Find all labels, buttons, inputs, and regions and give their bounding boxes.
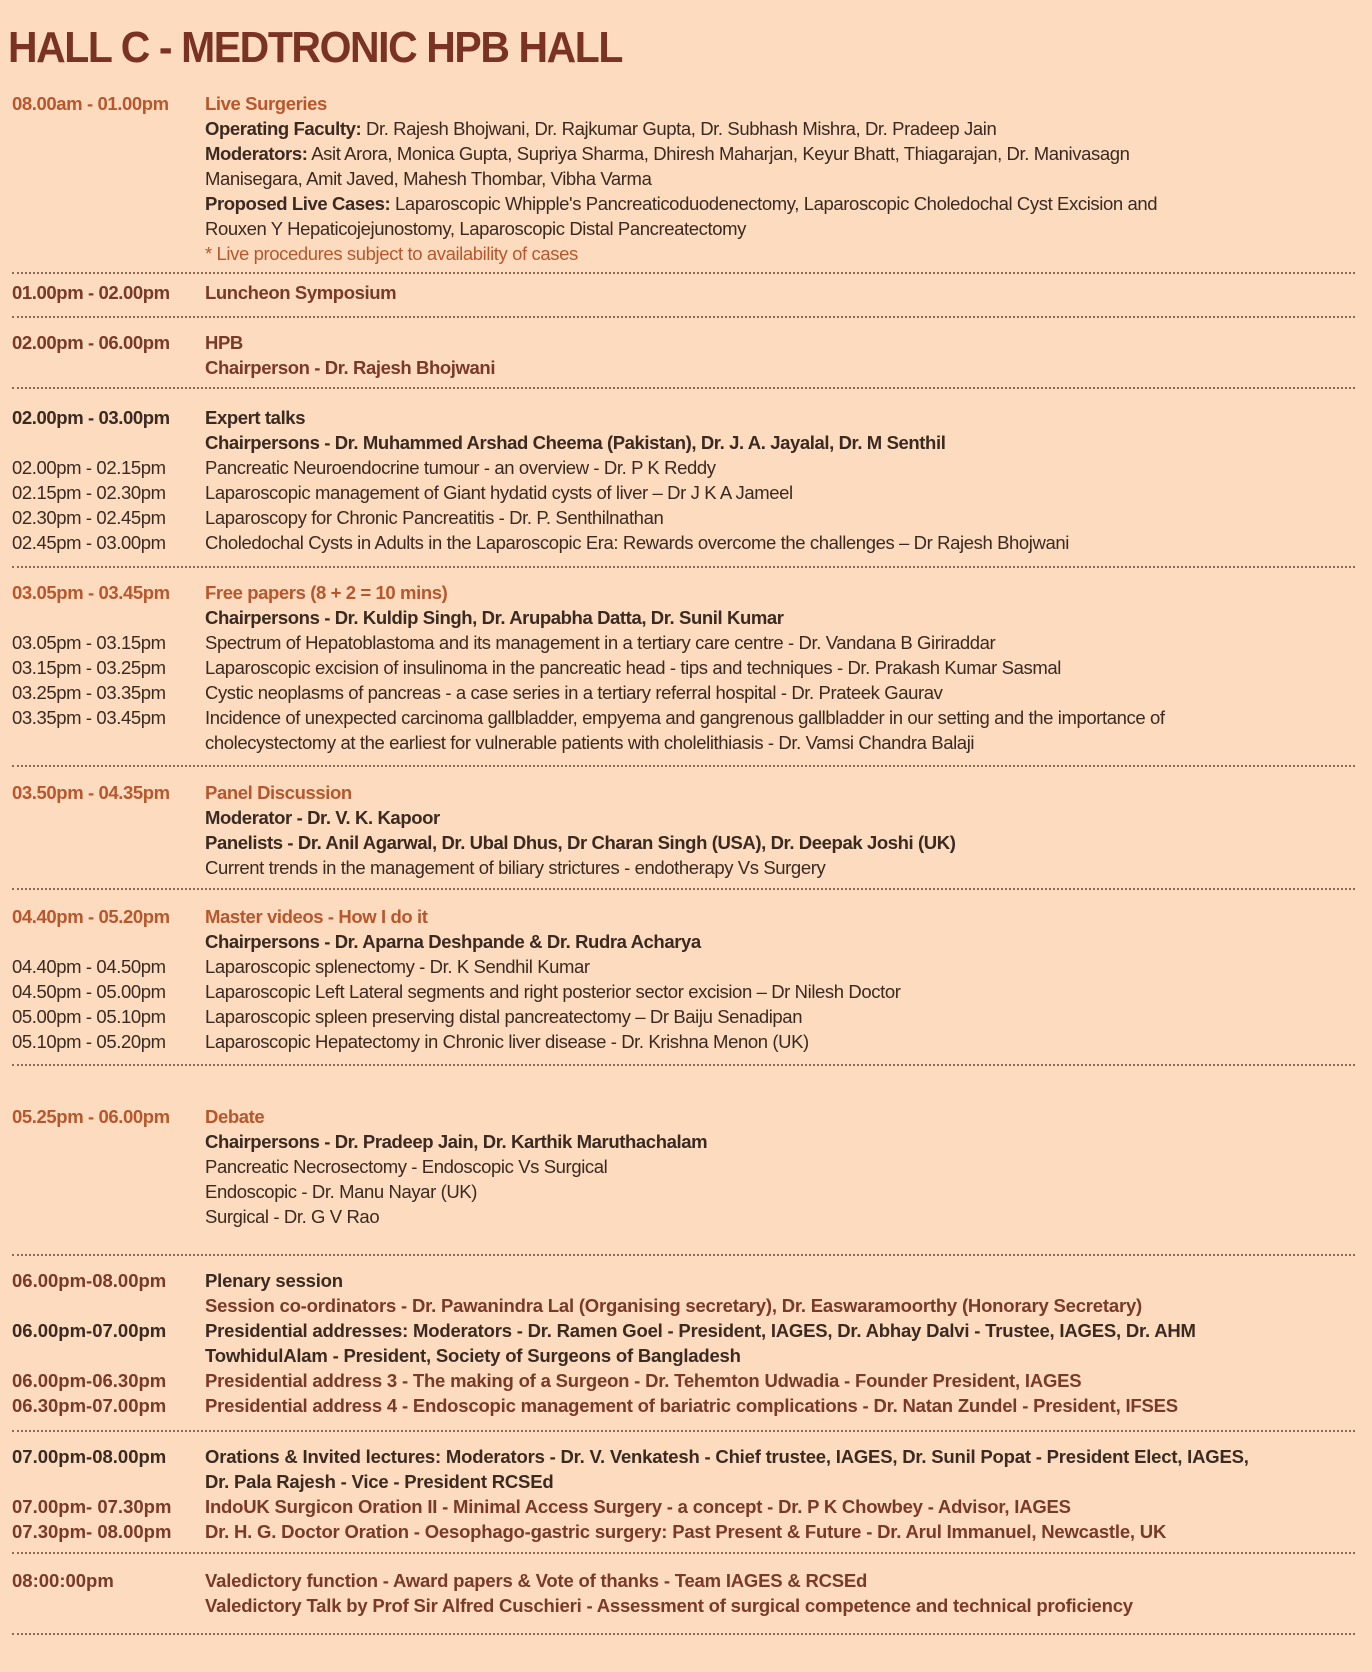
session-hpb bbox=[0, 330, 1372, 380]
chairpersons: Chairpersons - Dr. Muhammed Arshad Cheema (Pakistan), Dr. J. A. Jayalal, Dr. M Senthil bbox=[205, 432, 946, 453]
talk-title: Laparoscopic splenectomy - Dr. K Sendhil Kumar bbox=[205, 956, 590, 977]
talk-row bbox=[0, 680, 1372, 705]
session-heading: HPB bbox=[205, 332, 243, 353]
talk-row bbox=[0, 705, 1372, 730]
session-heading: Master videos - How I do it bbox=[205, 906, 428, 927]
debate-endoscopic: Endoscopic - Dr. Manu Nayar (UK) bbox=[205, 1181, 477, 1202]
orations-moderators: Orations & Invited lectures: Moderators - Dr. V. Venkatesh - Chief trustee, IAGES, Dr. Sunil Popat - President Elect, IAGES, bbox=[205, 1446, 1249, 1467]
talk-time: 03.35pm - 03.45pm bbox=[12, 707, 166, 728]
faculty-line bbox=[0, 116, 1372, 141]
talk-title: Laparoscopic excision of insulinoma in the pancreatic head - tips and techniques - Dr. Prakash Kumar Sasmal bbox=[205, 657, 1061, 678]
coordinators: Session co-ordinators - Dr. Pawanindra Lal (Organising secretary), Dr. Easwaramoorthy (Honorary Secretary) bbox=[205, 1295, 1142, 1316]
session-time: 01.00pm - 02.00pm bbox=[12, 282, 170, 303]
divider bbox=[12, 272, 1355, 274]
talk-time: 03.25pm - 03.35pm bbox=[12, 682, 166, 703]
debate-surgical: Surgical - Dr. G V Rao bbox=[205, 1206, 380, 1227]
session-time: 03.05pm - 03.45pm bbox=[12, 582, 170, 603]
session-time: 08.00am - 01.00pm bbox=[12, 93, 169, 114]
talk-time: 02.15pm - 02.30pm bbox=[12, 482, 166, 503]
session-valedictory bbox=[0, 1568, 1372, 1618]
talk-title: Laparoscopy for Chronic Pancreatitis - Dr. P. Senthilnathan bbox=[205, 507, 664, 528]
session-plenary: 06.00pm-08.00pm Plenary session Session co-ordinators - Dr. Pawanindra Lal (Organising secretary), Dr. Easwaramoorthy (Honorary Secretary) 06.00pm-07.00pm Presidential addresses: Moderators - Dr. Ramen Goel - President, IAGES, Dr. Abhay Dalvi - Trustee, IAGES, Dr. AHM TowhidulAlam - President, Society of Surgeons of Bangladesh 06.00pm-06.30pm Presidential address 3 - The making of a Surgeon - Dr. Tehemton Udwadia - Founder President, IAGES 06.30pm-07.00pm Presidential address 4 - Endoscopic management of bariatric complications - Dr. Natan Zundel - President, IFSES bbox=[12, 1270, 1196, 1416]
hall-title: HALL C - MEDTRONIC HPB HALL bbox=[8, 23, 622, 72]
talk-row bbox=[0, 979, 1372, 1004]
oration-time: 07.30pm- 08.00pm bbox=[12, 1521, 172, 1542]
talk-title: Laparoscopic management of Giant hydatid cysts of liver – Dr J K A Jameel bbox=[205, 482, 793, 503]
session-time: 07.00pm-08.00pm bbox=[12, 1446, 167, 1467]
oration-hg-doctor: Dr. H. G. Doctor Oration - Oesophago-gastric surgery: Past Present & Future - Dr. Arul Immanuel, Newcastle, UK bbox=[205, 1521, 1167, 1542]
talk-row bbox=[0, 630, 1372, 655]
divider bbox=[12, 888, 1355, 890]
address-time: 06.00pm-06.30pm bbox=[12, 1370, 167, 1391]
moderators-names: Asit Arora, Monica Gupta, Supriya Sharma, Dhiresh Maharjan, Keyur Bhatt, Thiagarajan, Dr. Manivasagn bbox=[307, 143, 1130, 164]
session-panel-discussion bbox=[0, 780, 1372, 880]
talk-time: 05.10pm - 05.20pm bbox=[12, 1031, 166, 1052]
talk-title: Incidence of unexpected carcinoma gallbladder, empyema and gangrenous gallbladder in our setting and the importance of bbox=[205, 707, 1165, 728]
talk-row bbox=[0, 480, 1372, 505]
cases-list: Laparoscopic Whipple's Pancreaticoduodenectomy, Laparoscopic Choledochal Cyst Excision and bbox=[390, 193, 1158, 214]
chairpersons: Chairpersons - Dr. Pradeep Jain, Dr. Karthik Maruthachalam bbox=[205, 1131, 708, 1152]
talk-row bbox=[0, 1029, 1372, 1054]
moderator: Moderator - Dr. V. K. Kapoor bbox=[205, 807, 440, 828]
divider bbox=[12, 566, 1355, 568]
talk-time: 05.00pm - 05.10pm bbox=[12, 1006, 166, 1027]
talk-time: 02.30pm - 02.45pm bbox=[12, 507, 166, 528]
session-debate bbox=[0, 1104, 1372, 1229]
faculty-label: Operating Faculty: bbox=[205, 118, 362, 139]
divider bbox=[12, 387, 1355, 389]
talk-time: 02.00pm - 02.15pm bbox=[12, 457, 166, 478]
session-time: 05.25pm - 06.00pm bbox=[12, 1106, 170, 1127]
presidential-time: 06.00pm-07.00pm bbox=[12, 1320, 167, 1341]
moderators-line-2: Manisegara, Amit Javed, Mahesh Thombar, Vibha Varma bbox=[205, 168, 652, 189]
faculty-names: Dr. Rajesh Bhojwani, Dr. Rajkumar Gupta, Dr. Subhash Mishra, Dr. Pradeep Jain bbox=[361, 118, 997, 139]
address-time: 06.30pm-07.00pm bbox=[12, 1395, 167, 1416]
divider bbox=[12, 1552, 1355, 1554]
talk-row bbox=[0, 954, 1372, 979]
talk-title: Laparoscopic Left Lateral segments and right posterior sector excision – Dr Nilesh Doctor bbox=[205, 981, 901, 1002]
session-heading: Debate bbox=[205, 1106, 265, 1127]
talk-title: Laparoscopic spleen preserving distal pancreatectomy – Dr Baiju Senadipan bbox=[205, 1006, 803, 1027]
talk-title: Spectrum of Hepatoblastoma and its management in a tertiary care centre - Dr. Vandana B Giriraddar bbox=[205, 632, 996, 653]
divider bbox=[12, 316, 1355, 318]
panel-topic: Current trends in the management of biliary strictures - endotherapy Vs Surgery bbox=[205, 857, 826, 878]
talk-title: Laparoscopic Hepatectomy in Chronic liver disease - Dr. Krishna Menon (UK) bbox=[205, 1031, 809, 1052]
talk-row bbox=[0, 455, 1372, 480]
cases-label: Proposed Live Cases: bbox=[205, 193, 391, 214]
session-header bbox=[0, 91, 1372, 116]
oration-time: 07.00pm- 07.30pm bbox=[12, 1496, 172, 1517]
moderators-label: Moderators: bbox=[205, 143, 308, 164]
session-time: 02.00pm - 06.00pm bbox=[12, 332, 170, 353]
talk-row bbox=[0, 530, 1372, 555]
chairperson: Chairperson - Dr. Rajesh Bhojwani bbox=[205, 357, 496, 378]
session-expert-talks bbox=[0, 405, 1372, 555]
talk-time: 03.05pm - 03.15pm bbox=[12, 632, 166, 653]
moderators-line bbox=[0, 141, 1372, 166]
talk-title: Choledochal Cysts in Adults in the Laparoscopic Era: Rewards overcome the challenges – Dr Rajesh Bhojwani bbox=[205, 532, 1069, 553]
talk-time: 03.15pm - 03.25pm bbox=[12, 657, 166, 678]
session-heading: Plenary session bbox=[205, 1270, 343, 1291]
talk-row bbox=[0, 655, 1372, 680]
session-time: 02.00pm - 03.00pm bbox=[12, 407, 170, 428]
session-orations: 07.00pm-08.00pm Orations & Invited lectures: Moderators - Dr. V. Venkatesh - Chief trustee, IAGES, Dr. Sunil Popat - President Elect, IAGES, Dr. Pala Rajesh - Vice - President RCSEd 07.00pm- 07.30pm IndoUK Surgicon Oration II - Minimal Access Surgery - a concept - Dr. P K Chowbey - Advisor, IAGES 07.30pm- 08.00pm Dr. H. G. Doctor Oration - Oesophago-gastric surgery: Past Present & Future - Dr. Arul Immanuel, Newcastle, UK bbox=[12, 1446, 1249, 1542]
availability-note: * Live procedures subject to availability of cases bbox=[205, 243, 578, 264]
talk-title: Cystic neoplasms of pancreas - a case series in a tertiary referral hospital - Dr. Prateek Gaurav bbox=[205, 682, 943, 703]
presidential-addresses: Presidential addresses: Moderators - Dr. Ramen Goel - President, IAGES, Dr. Abhay Dalvi - Trustee, IAGES, Dr. AHM bbox=[205, 1320, 1196, 1341]
talk-row bbox=[0, 1004, 1372, 1029]
session-time: 04.40pm - 05.20pm bbox=[12, 906, 170, 927]
debate-topic: Pancreatic Necrosectomy - Endoscopic Vs Surgical bbox=[205, 1156, 608, 1177]
panelists: Panelists - Dr. Anil Agarwal, Dr. Ubal Dhus, Dr Charan Singh (USA), Dr. Deepak Joshi (UK) bbox=[205, 832, 956, 853]
talk-title-continuation: cholecystectomy at the earliest for vulnerable patients with cholelithiasis - Dr. Vamsi Chandra Balaji bbox=[205, 732, 975, 753]
talk-time: 02.45pm - 03.00pm bbox=[12, 532, 166, 553]
session-time: 06.00pm-08.00pm bbox=[12, 1270, 167, 1291]
valedictory-talk: Valedictory Talk by Prof Sir Alfred Cuschieri - Assessment of surgical competence and technical proficiency bbox=[205, 1595, 1133, 1616]
session-master-videos bbox=[0, 904, 1372, 1054]
chairpersons: Chairpersons - Dr. Kuldip Singh, Dr. Arupabha Datta, Dr. Sunil Kumar bbox=[205, 607, 784, 628]
divider bbox=[12, 1633, 1355, 1635]
divider bbox=[12, 1064, 1355, 1066]
divider bbox=[12, 1430, 1355, 1432]
talk-time: 04.50pm - 05.00pm bbox=[12, 981, 166, 1002]
talk-time: 04.40pm - 04.50pm bbox=[12, 956, 166, 977]
talk-title: Pancreatic Neuroendocrine tumour - an overview - Dr. P K Reddy bbox=[205, 457, 716, 478]
session-luncheon bbox=[0, 280, 1372, 305]
presidential-address-3: Presidential address 3 - The making of a Surgeon - Dr. Tehemton Udwadia - Founder President, IAGES bbox=[205, 1370, 1082, 1391]
cases-line bbox=[0, 191, 1372, 216]
oration-indouk: IndoUK Surgicon Oration II - Minimal Access Surgery - a concept - Dr. P K Chowbey - Advisor, IAGES bbox=[205, 1496, 1071, 1517]
cases-line-2: Rouxen Y Hepaticojejunostomy, Laparoscopic Distal Pancreatectomy bbox=[205, 218, 747, 239]
session-heading: Luncheon Symposium bbox=[205, 282, 397, 303]
session-time: 08:00:00pm bbox=[12, 1570, 114, 1591]
chairpersons: Chairpersons - Dr. Aparna Deshpande & Dr. Rudra Acharya bbox=[205, 931, 701, 952]
session-heading: Expert talks bbox=[205, 407, 306, 428]
session-live-surgeries bbox=[0, 91, 1372, 266]
session-heading: Free papers (8 + 2 = 10 mins) bbox=[205, 582, 448, 603]
valedictory-function: Valedictory function - Award papers & Vote of thanks - Team IAGES & RCSEd bbox=[205, 1570, 868, 1591]
session-heading: Live Surgeries bbox=[205, 93, 327, 114]
talk-row bbox=[0, 505, 1372, 530]
presidential-address-4: Presidential address 4 - Endoscopic management of bariatric complications - Dr. Natan Zundel - President, IFSES bbox=[205, 1395, 1178, 1416]
session-free-papers bbox=[0, 580, 1372, 755]
divider bbox=[12, 1254, 1355, 1256]
session-heading: Panel Discussion bbox=[205, 782, 352, 803]
divider bbox=[12, 765, 1355, 767]
session-time: 03.50pm - 04.35pm bbox=[12, 782, 170, 803]
